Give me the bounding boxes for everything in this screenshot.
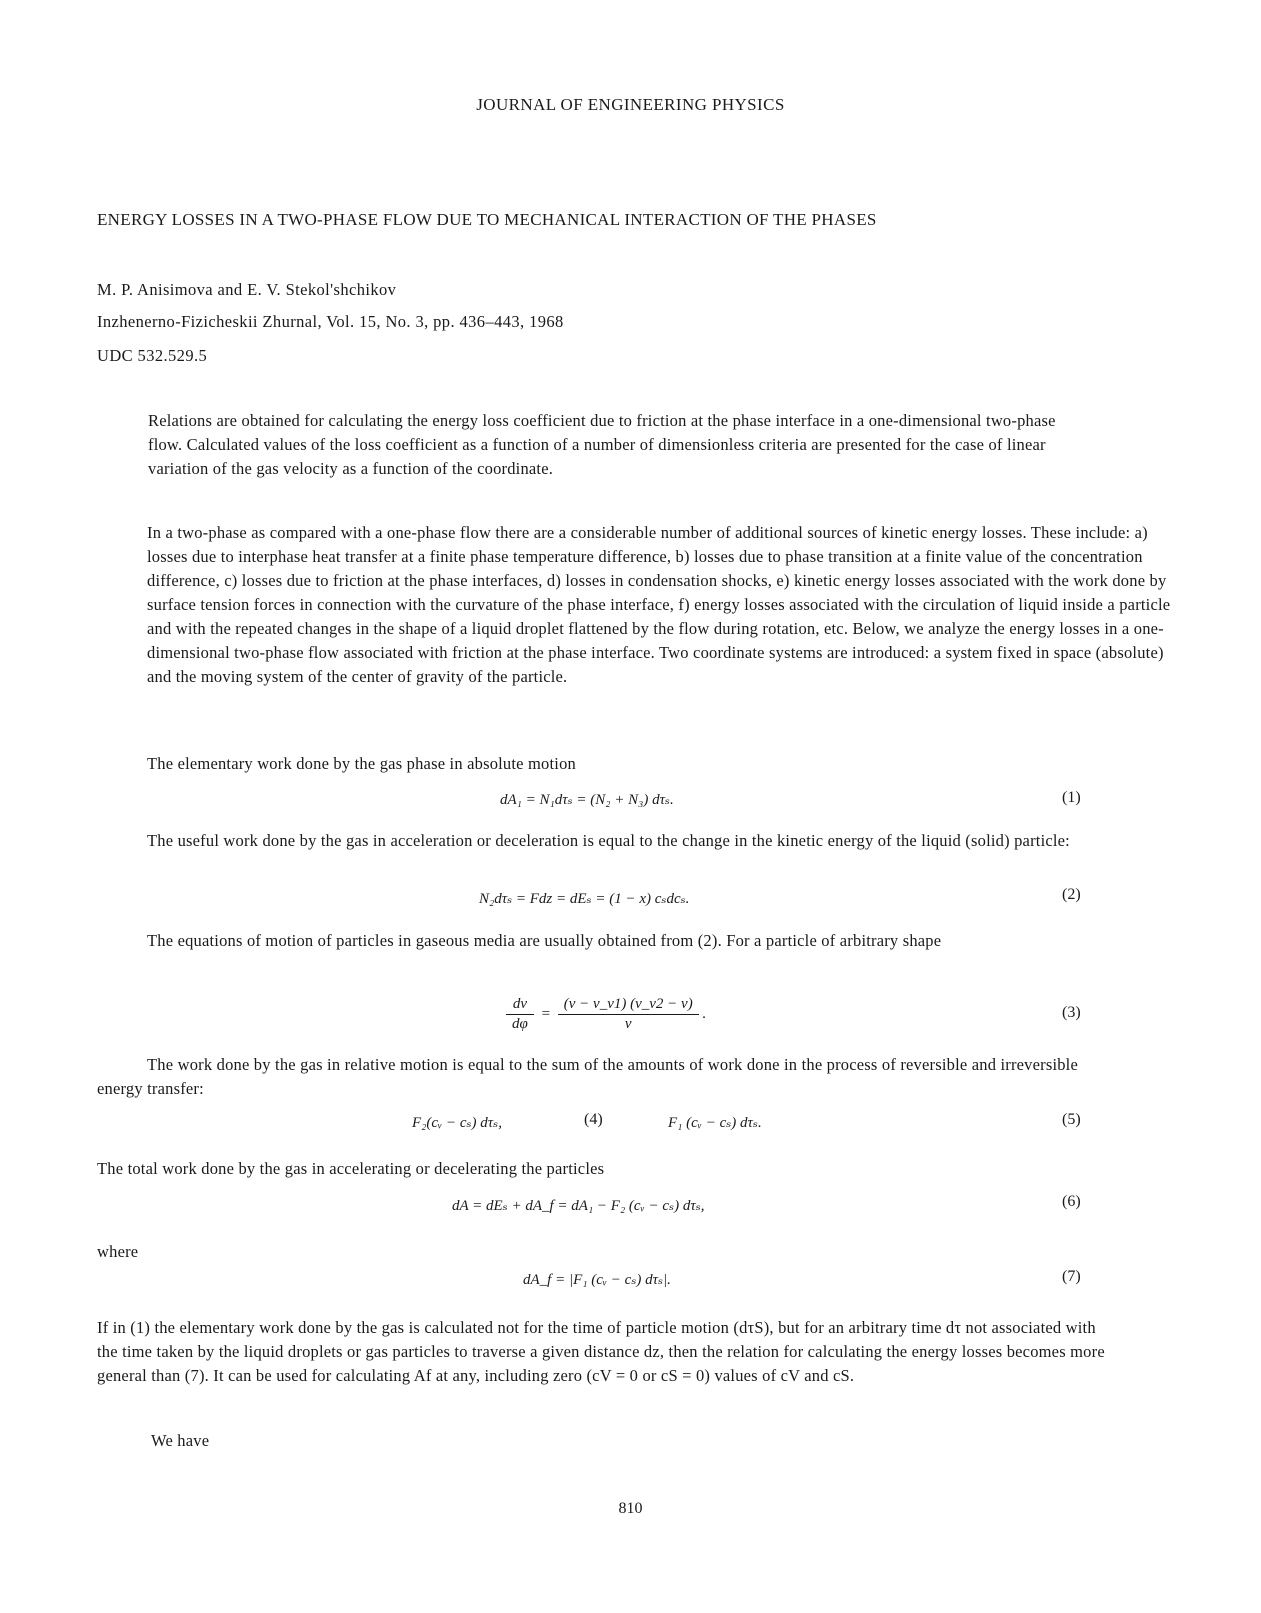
fraction-numerator: dν <box>506 995 534 1015</box>
body-paragraph-5: The work done by the gas in relative motion is equal to the sum of the amounts of work done in the process of reversible and irreversible energy transfer: <box>97 1055 1078 1098</box>
paragraph-text: In a two-phase as compared with a one-phase flow there are a considerable number of additional sources of kinetic energy losses. These include: a) losses due to interphase heat transfer at a finite phase temperature difference, b) losses due to phase transition at a finite value of the concentration difference, c) losses due to friction at the phase interfaces, d) losses in condensation shocks, e) kinetic energy losses associated with the work done by surface tension forces in connection with the curvature of the phase interface, f) energy losses associated with the circulation of liquid inside a particle and with the repeated changes in the shape of a liquid droplet flattened by the flow during rotation, etc. Below, we analyze the energy losses in a one-dimensional two-phase flow associated with friction at the phase interface. Two coordinate systems are introduced: a system fixed in space (absolute) and the moving system of the center of gravity of the particle. <box>147 523 1171 686</box>
equation-1: dA₁ = N₁dτₛ = (N₂ + N₃) dτₛ. <box>500 792 674 808</box>
fraction-numerator: (ν − ν_ν1) (ν_ν2 − ν) <box>558 995 699 1015</box>
equation-5: F₁ (cᵥ − cₛ) dτₛ. <box>668 1115 762 1131</box>
journal-name: JOURNAL OF ENGINEERING PHYSICS <box>476 95 785 114</box>
equation-7: dA_f = |F₁ (cᵥ − cₛ) dτₛ|. <box>523 1272 671 1288</box>
authors: M. P. Anisimova and E. V. Stekol'shchikov <box>97 280 397 299</box>
equation-6: dA = dEₛ + dA_f = dA₁ − F₂ (cᵥ − cₛ) dτₛ, <box>452 1198 705 1214</box>
equation-end: . <box>702 1005 707 1022</box>
body-paragraph-4: The equations of motion of particles in gaseous media are usually obtained from (2). For a particle of arbitrary shape <box>147 931 942 950</box>
body-paragraph-1 <box>97 521 1177 689</box>
equation-4-number: (4) <box>584 1111 603 1128</box>
equation-1-number: (1) <box>1062 789 1081 806</box>
page-number: 810 <box>618 1500 643 1517</box>
equation-2: N₂dτₛ = Fdz = dEₛ = (1 − x) cₛdcₛ. <box>479 891 690 907</box>
where-label: where <box>97 1242 139 1261</box>
body-paragraph-2: The elementary work done by the gas phase in absolute motion <box>147 754 576 773</box>
body-paragraph-7: If in (1) the elementary work done by the gas is calculated not for the time of particle motion (dτS), but for an arbitrary time dτ not associated with the time taken by the liquid droplets or gas particles to traverse a given distance dz, then the relation for calculating the energy losses becomes more general than (7). It can be used for calculating Af at any, including zero (cV = 0 or cS = 0) values of cV and cS. <box>97 1318 1105 1385</box>
body-paragraph-8: We have <box>151 1431 210 1450</box>
equation-3 <box>506 995 706 1034</box>
equation-2-number: (2) <box>1062 886 1081 903</box>
equation-7-number: (7) <box>1062 1268 1081 1285</box>
article-title: ENERGY LOSSES IN A TWO-PHASE FLOW DUE TO MECHANICAL INTERACTION OF THE PHASES <box>97 210 877 229</box>
equation-6-number: (6) <box>1062 1193 1081 1210</box>
abstract: Relations are obtained for calculating the energy loss coefficient due to friction at the phase interface in a one-dimensional two-phase flow. Calculated values of the loss coefficient as a function of a number of dimensionless criteria are presented for the case of linear variation of the gas velocity as a function of the coordinate. <box>148 411 1056 478</box>
equation-3-number: (3) <box>1062 1004 1081 1021</box>
equation-4: F₂(cᵥ − cₛ) dτₛ, <box>412 1115 502 1131</box>
body-paragraph-6: The total work done by the gas in accelerating or decelerating the particles <box>97 1159 605 1178</box>
udc-code: UDC 532.529.5 <box>97 346 208 365</box>
equation-5-number: (5) <box>1062 1111 1081 1128</box>
fraction-denominator: ν <box>624 1016 632 1032</box>
fraction-denominator: dφ <box>512 1016 528 1032</box>
citation: Inzhenerno-Fizicheskii Zhurnal, Vol. 15, No. 3, pp. 436–443, 1968 <box>97 312 564 331</box>
equation-3-rhs <box>558 995 699 1034</box>
equals-sign: = <box>541 1005 551 1022</box>
equation-3-lhs <box>506 995 534 1034</box>
body-paragraph-3: The useful work done by the gas in acceleration or deceleration is equal to the change in the kinetic energy of the liquid (solid) particle: <box>147 831 1070 850</box>
